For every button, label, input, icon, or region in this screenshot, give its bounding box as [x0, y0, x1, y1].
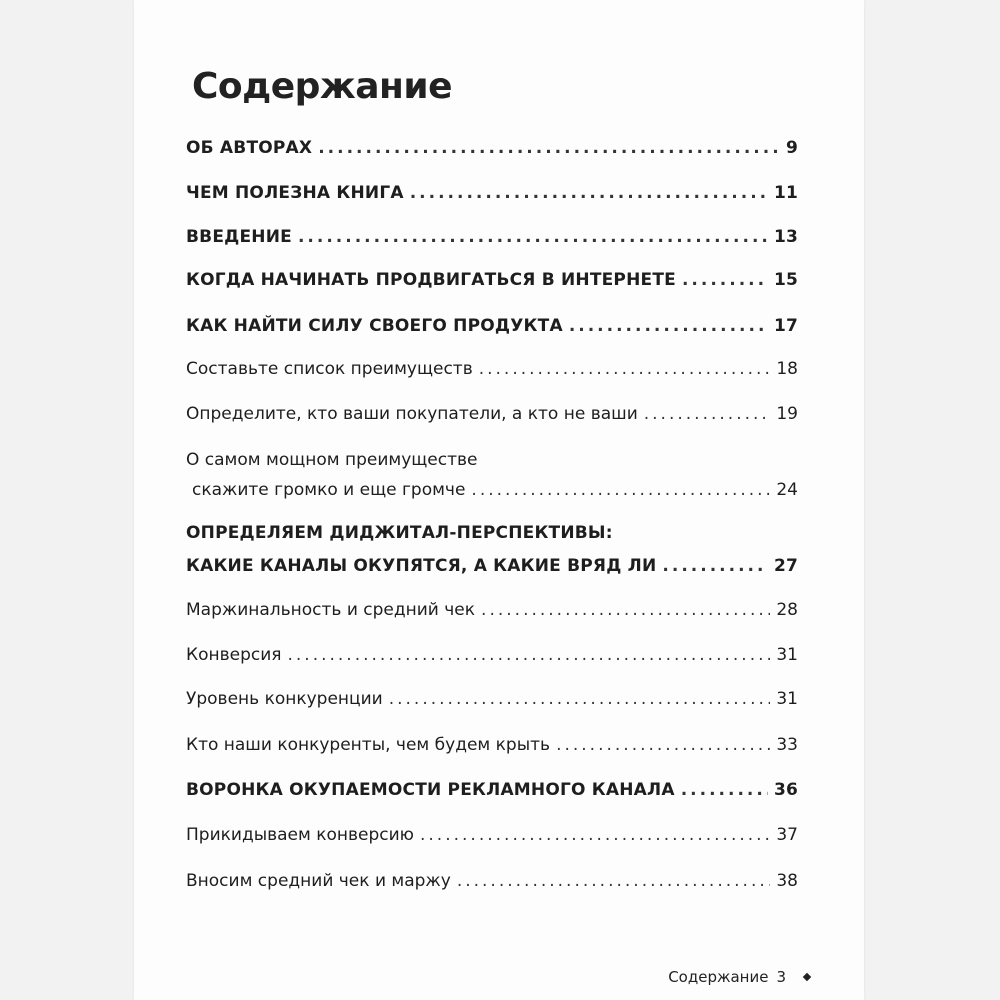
toc-entry[interactable]: [192, 480, 798, 500]
toc-entry[interactable]: [186, 825, 798, 845]
leader-dots: [457, 871, 771, 891]
leader-dots: [682, 270, 768, 290]
toc-entry-title: ВОРОНКА ОКУПАЕМОСТИ РЕКЛАМНОГО КАНАЛА: [186, 780, 675, 800]
toc-entry[interactable]: [186, 689, 798, 709]
leader-dots: [287, 645, 770, 665]
page-footer: [640, 968, 810, 986]
leader-dots: [420, 825, 770, 845]
toc-entry-page: 24: [776, 480, 798, 500]
toc-entry[interactable]: [186, 227, 798, 247]
bleed-through-text: [600, 80, 810, 680]
diamond-icon: [803, 973, 811, 981]
toc-entry-title: Определите, кто ваши покупатели, а кто не ваши: [186, 404, 638, 424]
toc-entry-title: КОГДА НАЧИНАТЬ ПРОДВИГАТЬСЯ В ИНТЕРНЕТЕ: [186, 270, 676, 290]
leader-dots: [318, 138, 780, 158]
toc-entry[interactable]: [186, 780, 798, 800]
toc-entry-title: Кто наши конкуренты, чем будем крыть: [186, 735, 551, 755]
toc-entry-page: 11: [773, 183, 798, 203]
toc-entry[interactable]: [186, 735, 798, 755]
toc-entry-page: 36: [773, 780, 798, 800]
leader-dots: [644, 404, 771, 424]
toc-entry[interactable]: [186, 404, 798, 424]
leader-dots: [298, 227, 768, 247]
footer-label: Содержание: [668, 968, 769, 986]
toc-entry[interactable]: [186, 316, 798, 336]
toc-entry[interactable]: [186, 359, 798, 379]
toc-entry-page: 33: [776, 735, 798, 755]
toc-entry-page: 28: [776, 600, 798, 620]
toc-entry-title: ОБ АВТОРАХ: [186, 138, 313, 158]
toc-entry-title: Уровень конкуренции: [186, 689, 383, 709]
leader-dots: [410, 183, 768, 203]
toc-entry-page: 18: [776, 359, 798, 379]
leader-dots: [479, 359, 771, 379]
leader-dots: [556, 735, 770, 755]
leader-dots: [471, 480, 770, 500]
toc-entry-title: ВВЕДЕНИЕ: [186, 227, 292, 247]
toc-entry-title: КАКИЕ КАНАЛЫ ОКУПЯТСЯ, А КАКИЕ ВРЯД ЛИ: [186, 556, 657, 576]
toc-entry-title: КАК НАЙТИ СИЛУ СВОЕГО ПРОДУКТА: [186, 316, 563, 336]
toc-entry-page: 38: [776, 871, 798, 891]
toc-entry[interactable]: [186, 183, 798, 203]
toc-entry-page: 19: [776, 404, 798, 424]
toc-entry-title: Маржинальность и средний чек: [186, 600, 476, 620]
leader-dots: [681, 780, 768, 800]
leader-dots: [662, 556, 768, 576]
toc-entry-page: 15: [773, 270, 798, 290]
toc-entry[interactable]: [186, 556, 798, 576]
toc-entry-title: Прикидываем конверсию: [186, 825, 414, 845]
toc-entry-page: 31: [776, 689, 798, 709]
toc-entry[interactable]: [186, 138, 798, 158]
toc-entry[interactable]: [186, 600, 798, 620]
page-title: Содержание: [192, 66, 453, 107]
leader-dots: [481, 600, 770, 620]
toc-entry-page: 9: [785, 138, 798, 158]
footer-page-number: 3: [776, 968, 786, 986]
toc-entry-page: 17: [773, 316, 798, 336]
toc-entry[interactable]: [186, 270, 798, 290]
toc-entry-first-line[interactable]: О самом мощном преимуществе: [186, 450, 478, 470]
toc-entry-title: Конверсия: [186, 645, 282, 665]
toc-entry-title: Вносим средний чек и маржу: [186, 871, 451, 891]
toc-entry-title: Составьте список преимуществ: [186, 359, 473, 379]
toc-entry-title: скажите громко и еще громче: [192, 480, 466, 500]
toc-entry[interactable]: [186, 871, 798, 891]
toc-entry-page: 27: [773, 556, 798, 576]
leader-dots: [569, 316, 768, 336]
toc-entry[interactable]: [186, 645, 798, 665]
leader-dots: [389, 689, 771, 709]
toc-entry-title: ЧЕМ ПОЛЕЗНА КНИГА: [186, 183, 404, 203]
toc-entry-page: 37: [776, 825, 798, 845]
toc-entry-page: 31: [776, 645, 798, 665]
toc-entry-first-line[interactable]: ОПРЕДЕЛЯЕМ ДИДЖИТАЛ-ПЕРСПЕКТИВЫ:: [186, 523, 613, 543]
toc-entry-page: 13: [773, 227, 798, 247]
